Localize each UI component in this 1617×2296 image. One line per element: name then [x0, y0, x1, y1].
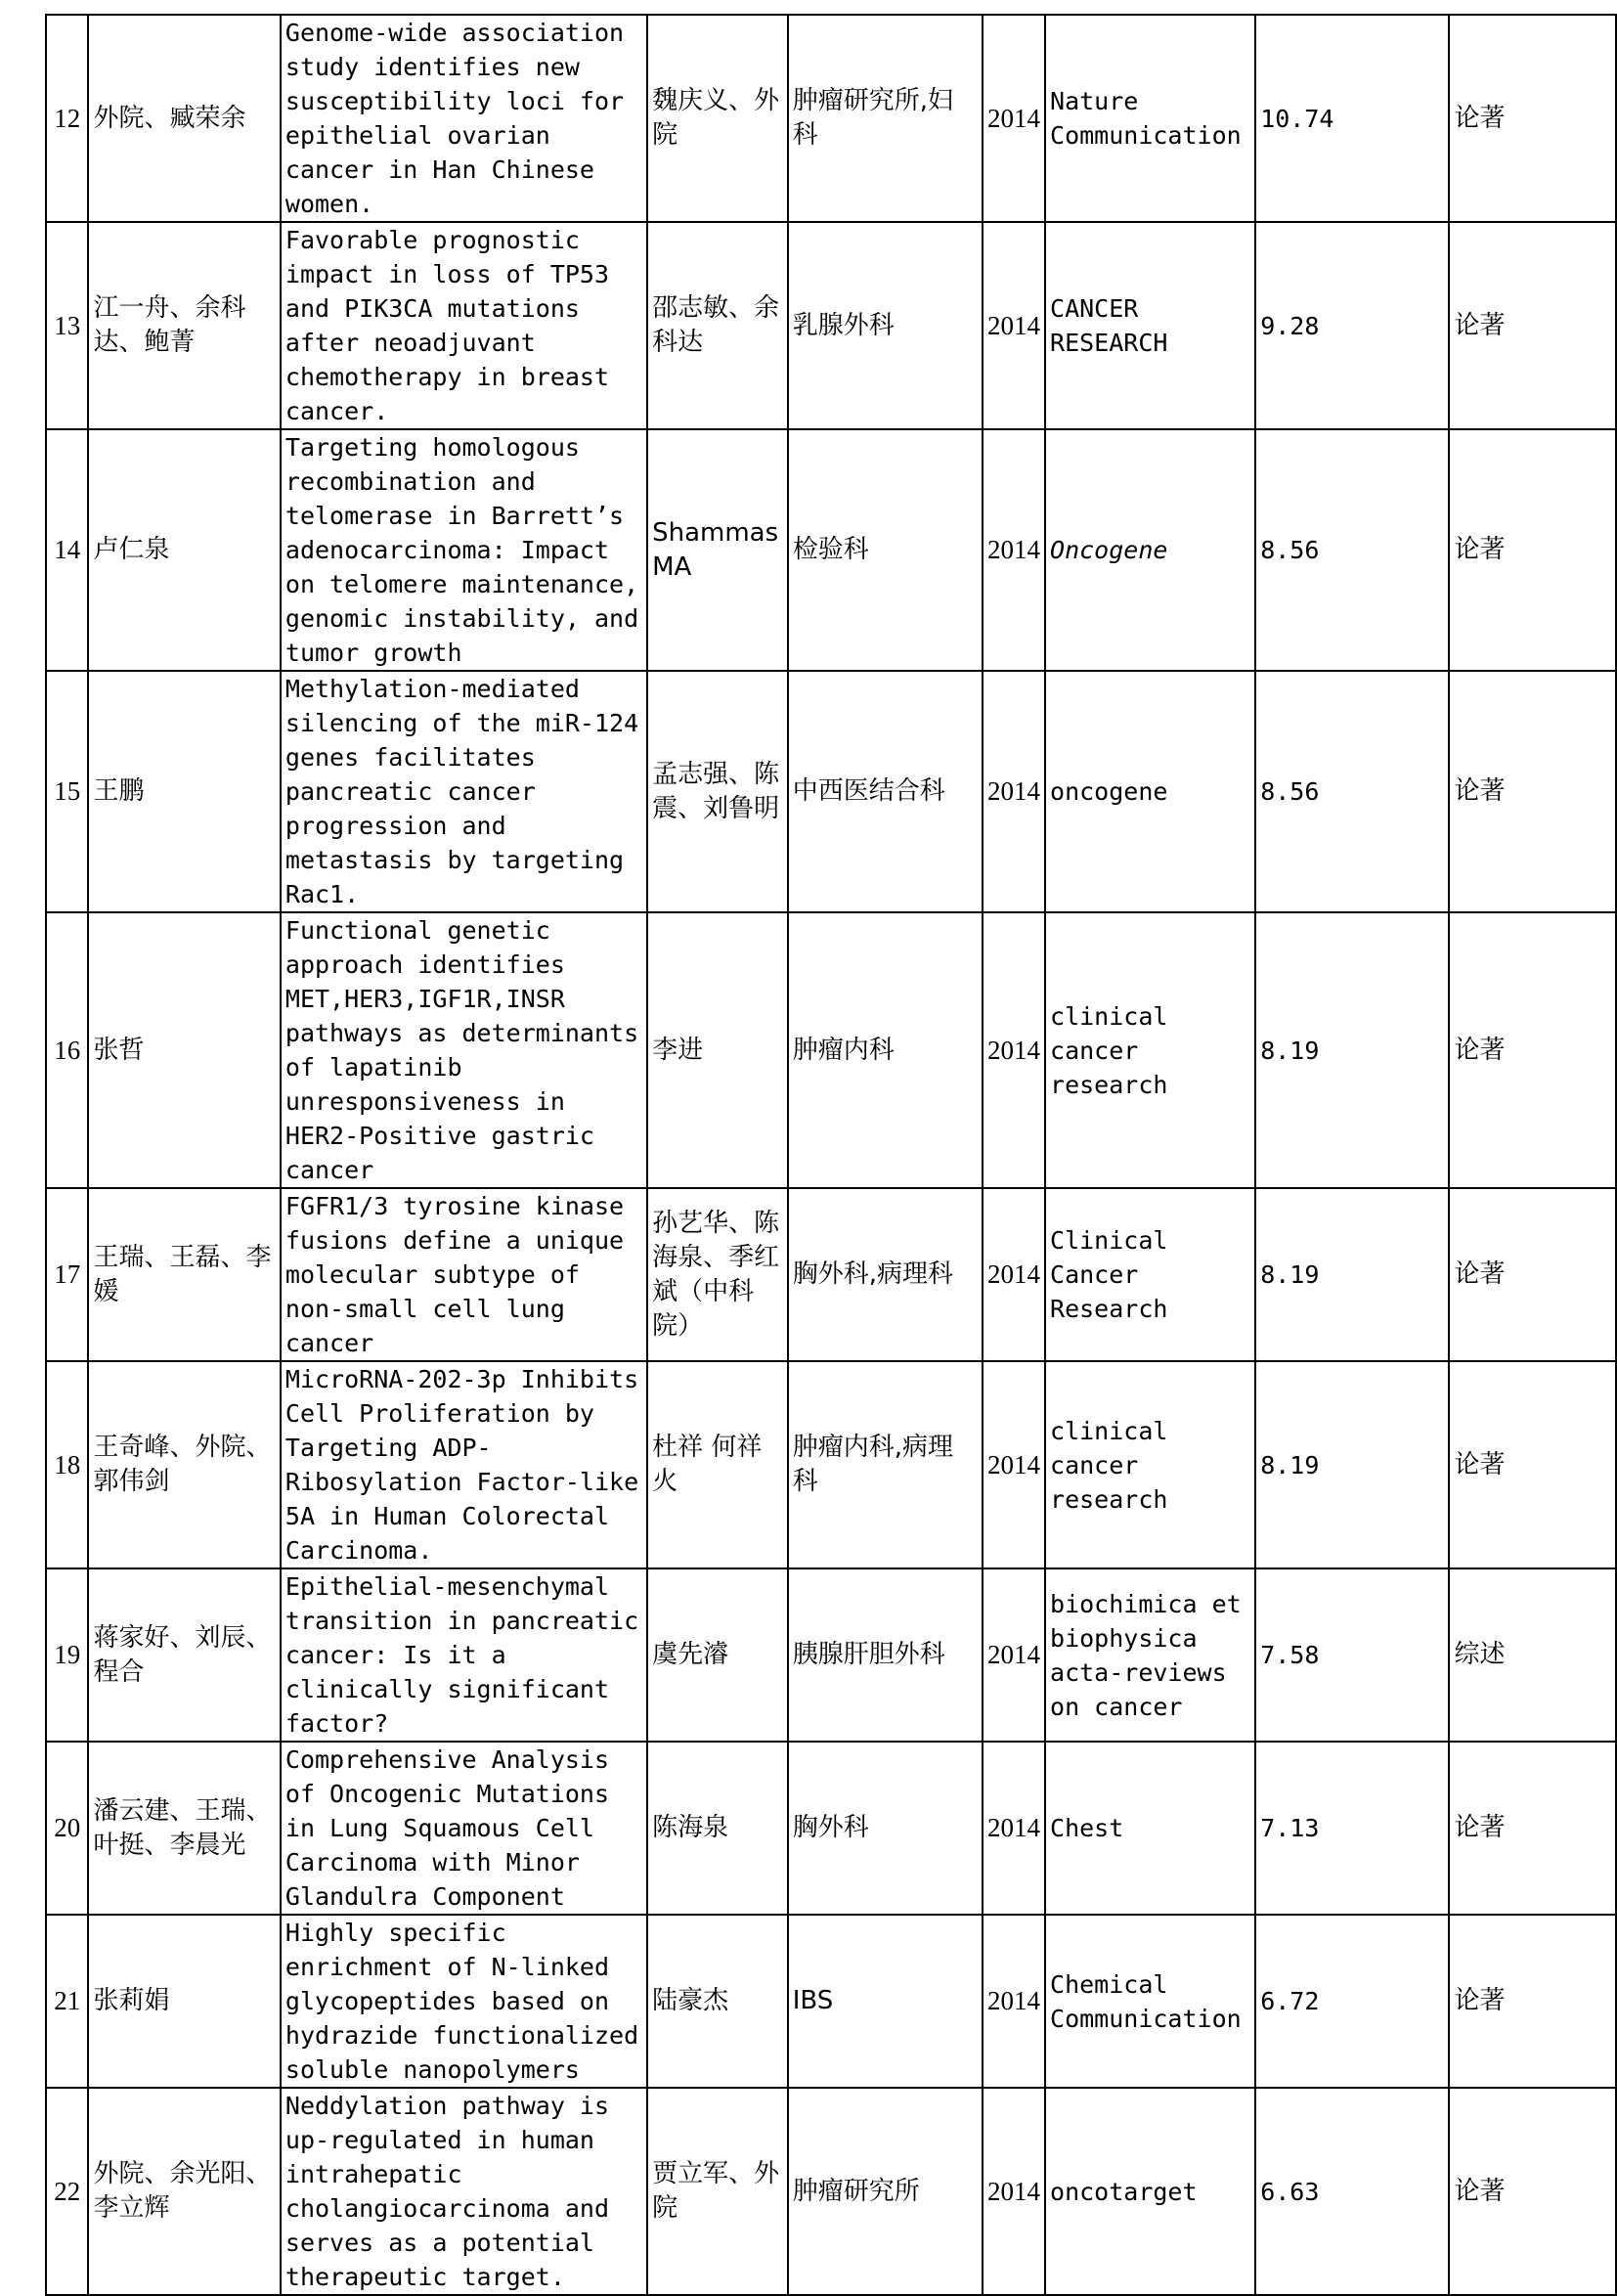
- department-cell: 胸外科: [788, 1742, 983, 1915]
- year-cell: 2014: [983, 222, 1045, 429]
- table-row: [46, 1742, 1616, 1915]
- journal-cell: oncotarget: [1045, 2088, 1255, 2295]
- row-number-cell: 18: [46, 1361, 88, 1568]
- table-row: [46, 1915, 1616, 2088]
- row-number-cell: 15: [46, 671, 88, 912]
- year-cell: 2014: [983, 1361, 1045, 1568]
- corresponding-author-cell: Shammas MA: [647, 429, 788, 671]
- corresponding-author-cell: 贾立军、外院: [647, 2088, 788, 2295]
- row-number-cell: 20: [46, 1742, 88, 1915]
- title-cell: Epithelial-mesenchymal transition in pancreatic cancer: Is it a clinically significant factor?: [281, 1568, 647, 1742]
- title-cell: Functional genetic approach identifies MET,HER3,IGF1R,INSR pathways as determinants of lapatinib unresponsiveness in HER2-Positive gastric cancer: [281, 912, 647, 1188]
- journal-cell: Chest: [1045, 1742, 1255, 1915]
- authors-cell: 蒋家好、刘辰、程合: [88, 1568, 280, 1742]
- year-cell: 2014: [983, 912, 1045, 1188]
- table-row: [46, 2088, 1616, 2295]
- row-number-cell: 19: [46, 1568, 88, 1742]
- authors-cell: 潘云建、王瑞、叶挺、李晨光: [88, 1742, 280, 1915]
- row-number-cell: 12: [46, 15, 88, 222]
- table-row: [46, 15, 1616, 222]
- journal-cell: Nature Communication: [1045, 15, 1255, 222]
- department-cell: 中西医结合科: [788, 671, 983, 912]
- row-number-cell: 21: [46, 1915, 88, 2088]
- paper-type-cell: 论著: [1449, 429, 1616, 671]
- year-cell: 2014: [983, 1742, 1045, 1915]
- journal-cell: clinical cancer research: [1045, 1361, 1255, 1568]
- table-row: [46, 671, 1616, 912]
- authors-cell: 外院、臧荣余: [88, 15, 280, 222]
- row-number-cell: 14: [46, 429, 88, 671]
- corresponding-author-cell: 魏庆义、外院: [647, 15, 788, 222]
- department-cell: 肿瘤内科,病理科: [788, 1361, 983, 1568]
- table-row: [46, 222, 1616, 429]
- journal-cell: oncogene: [1045, 671, 1255, 912]
- journal-cell: Clinical Cancer Research: [1045, 1188, 1255, 1361]
- corresponding-author-cell: 杜祥 何祥火: [647, 1361, 788, 1568]
- impact-factor-cell: 6.72: [1255, 1915, 1449, 2088]
- year-cell: 2014: [983, 1915, 1045, 2088]
- corresponding-author-cell: 陆豪杰: [647, 1915, 788, 2088]
- table-row: [46, 429, 1616, 671]
- authors-cell: 王鹏: [88, 671, 280, 912]
- journal-cell: biochimica et biophysica acta-reviews on cancer: [1045, 1568, 1255, 1742]
- table-body: [46, 15, 1616, 2295]
- corresponding-author-cell: 虞先濬: [647, 1568, 788, 1742]
- corresponding-author-cell: 李进: [647, 912, 788, 1188]
- impact-factor-cell: 7.13: [1255, 1742, 1449, 1915]
- publications-table: [45, 14, 1617, 2296]
- department-cell: 肿瘤研究所: [788, 2088, 983, 2295]
- department-cell: 乳腺外科: [788, 222, 983, 429]
- journal-cell: clinical cancer research: [1045, 912, 1255, 1188]
- year-cell: 2014: [983, 671, 1045, 912]
- impact-factor-cell: 7.58: [1255, 1568, 1449, 1742]
- row-number-cell: 22: [46, 2088, 88, 2295]
- impact-factor-cell: 8.56: [1255, 429, 1449, 671]
- department-cell: 检验科: [788, 429, 983, 671]
- paper-type-cell: 论著: [1449, 222, 1616, 429]
- paper-type-cell: 论著: [1449, 671, 1616, 912]
- table-row: [46, 912, 1616, 1188]
- year-cell: 2014: [983, 15, 1045, 222]
- corresponding-author-cell: 陈海泉: [647, 1742, 788, 1915]
- authors-cell: 张莉娟: [88, 1915, 280, 2088]
- department-cell: 胰腺肝胆外科: [788, 1568, 983, 1742]
- authors-cell: 张哲: [88, 912, 280, 1188]
- title-cell: Genome-wide association study identifies new susceptibility loci for epithelial ovarian cancer in Han Chinese women.: [281, 15, 647, 222]
- journal-cell: Oncogene: [1045, 429, 1255, 671]
- paper-type-cell: 论著: [1449, 2088, 1616, 2295]
- impact-factor-cell: 8.19: [1255, 912, 1449, 1188]
- year-cell: 2014: [983, 1188, 1045, 1361]
- impact-factor-cell: 8.19: [1255, 1188, 1449, 1361]
- title-cell: Neddylation pathway is up-regulated in human intrahepatic cholangiocarcinoma and serves as a potential therapeutic target.: [281, 2088, 647, 2295]
- title-cell: MicroRNA-202-3p Inhibits Cell Proliferation by Targeting ADP-Ribosylation Factor-like 5A in Human Colorectal Carcinoma.: [281, 1361, 647, 1568]
- department-cell: 胸外科,病理科: [788, 1188, 983, 1361]
- title-cell: FGFR1/3 tyrosine kinase fusions define a unique molecular subtype of non-small cell lung cancer: [281, 1188, 647, 1361]
- paper-type-cell: 论著: [1449, 912, 1616, 1188]
- department-cell: IBS: [788, 1915, 983, 2088]
- paper-type-cell: 论著: [1449, 1361, 1616, 1568]
- authors-cell: 江一舟、余科达、鲍菁: [88, 222, 280, 429]
- row-number-cell: 16: [46, 912, 88, 1188]
- year-cell: 2014: [983, 1568, 1045, 1742]
- year-cell: 2014: [983, 429, 1045, 671]
- paper-type-cell: 论著: [1449, 1742, 1616, 1915]
- impact-factor-cell: 6.63: [1255, 2088, 1449, 2295]
- table-row: [46, 1568, 1616, 1742]
- authors-cell: 王瑞、王磊、李媛: [88, 1188, 280, 1361]
- corresponding-author-cell: 邵志敏、余科达: [647, 222, 788, 429]
- paper-type-cell: 论著: [1449, 15, 1616, 222]
- paper-type-cell: 论著: [1449, 1915, 1616, 2088]
- table-row: [46, 1361, 1616, 1568]
- year-cell: 2014: [983, 2088, 1045, 2295]
- paper-type-cell: 论著: [1449, 1188, 1616, 1361]
- journal-cell: CANCER RESEARCH: [1045, 222, 1255, 429]
- table-row: [46, 1188, 1616, 1361]
- row-number-cell: 13: [46, 222, 88, 429]
- department-cell: 肿瘤内科: [788, 912, 983, 1188]
- corresponding-author-cell: 孙艺华、陈海泉、季红斌（中科院）: [647, 1188, 788, 1361]
- row-number-cell: 17: [46, 1188, 88, 1361]
- title-cell: Comprehensive Analysis of Oncogenic Mutations in Lung Squamous Cell Carcinoma with Minor Glandulra Component: [281, 1742, 647, 1915]
- authors-cell: 外院、余光阳、李立辉: [88, 2088, 280, 2295]
- corresponding-author-cell: 孟志强、陈震、刘鲁明: [647, 671, 788, 912]
- impact-factor-cell: 10.74: [1255, 15, 1449, 222]
- department-cell: 肿瘤研究所,妇科: [788, 15, 983, 222]
- title-cell: Methylation-mediated silencing of the miR-124 genes facilitates pancreatic cancer progression and metastasis by targeting Rac1.: [281, 671, 647, 912]
- paper-type-cell: 综述: [1449, 1568, 1616, 1742]
- title-cell: Targeting homologous recombination and telomerase in Barrett’s adenocarcinoma: Impact on telomere maintenance, genomic instability, and tumor growth: [281, 429, 647, 671]
- authors-cell: 王奇峰、外院、郭伟剑: [88, 1361, 280, 1568]
- journal-cell: Chemical Communication: [1045, 1915, 1255, 2088]
- impact-factor-cell: 9.28: [1255, 222, 1449, 429]
- title-cell: Highly specific enrichment of N-linked glycopeptides based on hydrazide functionalized soluble nanopolymers: [281, 1915, 647, 2088]
- impact-factor-cell: 8.19: [1255, 1361, 1449, 1568]
- title-cell: Favorable prognostic impact in loss of TP53 and PIK3CA mutations after neoadjuvant chemotherapy in breast cancer.: [281, 222, 647, 429]
- impact-factor-cell: 8.56: [1255, 671, 1449, 912]
- authors-cell: 卢仁泉: [88, 429, 280, 671]
